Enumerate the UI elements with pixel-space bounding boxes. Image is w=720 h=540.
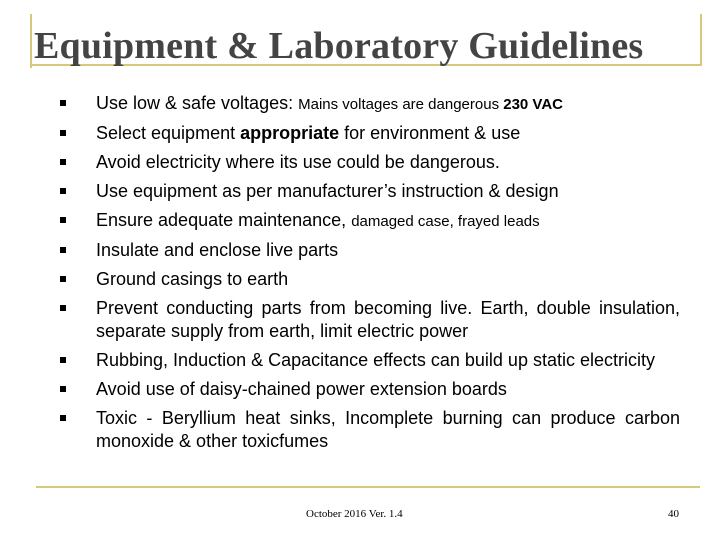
bullet-square-icon <box>60 276 66 282</box>
footer-rule <box>36 486 700 488</box>
footer-page-number: 40 <box>668 508 679 520</box>
guideline-text: Use equipment as per manufacturer’s instruction & design <box>96 181 559 201</box>
guideline-text: Rubbing, Induction & Capacitance effects can build up static electricity <box>96 350 655 370</box>
title-frame-right <box>700 14 702 66</box>
guideline-item <box>60 151 680 174</box>
footer-date-version: October 2016 Ver. 1.4 <box>306 508 403 520</box>
guideline-list <box>60 92 680 459</box>
guideline-text: appropriate <box>240 123 340 143</box>
guideline-text: Insulate and enclose live parts <box>96 240 339 260</box>
guideline-text: Toxic - Beryllium heat sinks, Incomplete burning can produce carbon monoxide & other toxicfumes <box>96 408 680 451</box>
bullet-square-icon <box>60 247 66 253</box>
guideline-item <box>60 122 680 145</box>
guideline-text: Use low & safe voltages: <box>96 93 299 113</box>
guideline-item <box>60 407 680 453</box>
guideline-item <box>60 349 680 372</box>
bullet-square-icon <box>60 386 66 392</box>
guideline-text: Select equipment <box>96 123 241 143</box>
guideline-item <box>60 239 680 262</box>
bullet-square-icon <box>60 217 66 223</box>
guideline-item <box>60 378 680 401</box>
guideline-text: Ground casings to earth <box>96 269 289 289</box>
bullet-square-icon <box>60 305 66 311</box>
bullet-square-icon <box>60 188 66 194</box>
guideline-text: 230 VAC <box>503 96 563 113</box>
guideline-text: Ensure adequate maintenance, <box>96 210 352 230</box>
guideline-item <box>60 92 680 116</box>
guideline-item <box>60 209 680 233</box>
guideline-item <box>60 180 680 203</box>
bullet-square-icon <box>60 130 66 136</box>
guideline-text: damaged case, frayed leads <box>351 213 540 230</box>
bullet-square-icon <box>60 159 66 165</box>
bullet-square-icon <box>60 415 66 421</box>
guideline-text: Avoid electricity where its use could be dangerous. <box>96 152 500 172</box>
guideline-text: for environment & use <box>339 123 521 143</box>
guideline-text: Mains voltages are dangerous <box>298 96 504 113</box>
bullet-square-icon <box>60 100 66 106</box>
slide-title: Equipment & Laboratory Guidelines <box>34 25 644 67</box>
bullet-square-icon <box>60 357 66 363</box>
title-frame-left <box>30 14 32 68</box>
guideline-text: Avoid use of daisy-chained power extension boards <box>96 379 507 399</box>
guideline-item <box>60 297 680 343</box>
guideline-text: Prevent conducting parts from becoming live. Earth, double insulation, separate supply from earth, limit electric power <box>96 298 680 341</box>
guideline-item <box>60 268 680 291</box>
